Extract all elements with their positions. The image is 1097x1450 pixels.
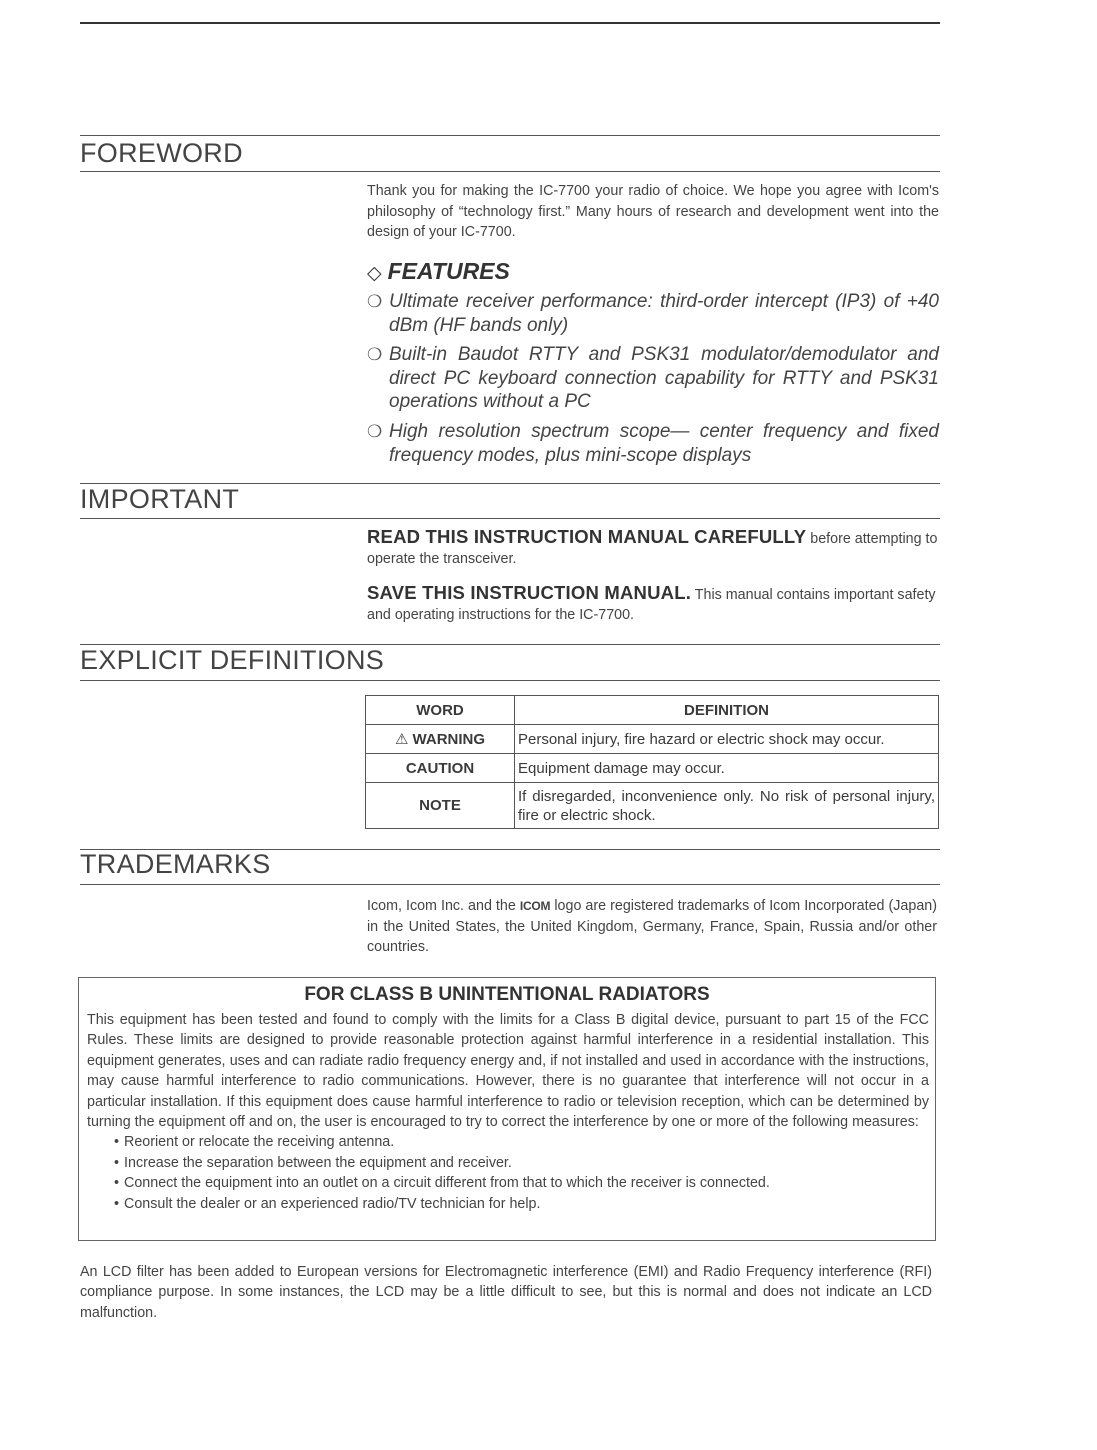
trademarks-heading: TRADEMARKS [80,849,271,879]
important-heading: IMPORTANT [80,484,240,514]
table-row [366,754,939,783]
feature-item [367,420,939,467]
important-save-paragraph [367,583,939,625]
definition-cell: Personal injury, fire hazard or electric shock may occur. [515,725,939,754]
fcc-text: This equipment has been tested and found to comply with the limits for a Class B digital device, pursuant to part 15 of the FCC Rules. These limits are designed to provide reasonable protection against harmful interference in a residential installation. This equipment generates, uses and can radiate radio frequency energy and, if not installed and used in accordance with the instructions, may cause harmful interference to radio communications. However, there is no guarantee that interference will not occur in a particular installation. If this equipment does cause harmful interference to radio or television reception, which can be determined by turning the equipment off and on, the user is encouraged to try to correct the interference by one or more of the following measures: [87,1012,929,1131]
circle-bullet-icon: ❍ [367,292,383,311]
important-save-lead: SAVE THIS INSTRUCTION MANUAL. [367,582,692,603]
lcd-filter-note: An LCD filter has been added to European versions for Electromagnetic interference (EMI) and Radio Frequency interference (RFI) compliance purpose. In some instances, the LCD may be a little difficult to see, but this is normal and does not indicate an LCD malfunction. [80,1264,932,1321]
trademarks-text [367,896,937,958]
diamond-icon: ◇ [367,263,382,284]
foreword-text: Thank you for making the IC-7700 your radio of choice. We hope you agree with Icom's philosophy of “technology first.” Many hours of research and development went into the design of your IC-7700. [367,183,939,240]
features-heading [367,258,510,285]
fcc-measures-list [87,1132,929,1214]
foreword-heading: FOREWORD [80,138,243,168]
feature-text: Ultimate receiver performance: third-order intercept (IP3) of +40 dBm (HF bands only) [389,291,939,336]
important-read-paragraph [367,527,939,569]
trademarks-rule-bottom [80,884,940,885]
definitions-heading: EXPLICIT DEFINITIONS [80,645,385,675]
fcc-title: FOR CLASS B UNINTENTIONAL RADIATORS [304,984,710,1005]
important-rule-bottom [80,518,940,519]
trademarks-text-before: Icom, Icom Inc. and the [367,898,520,914]
top-rule [80,22,940,24]
important-read-rest: before attempting to operate the transceiver. [367,531,938,567]
icom-logo: ICOM [519,899,551,913]
word-cell-warning: ⚠ WARNING [366,725,515,754]
trademarks-text-after: logo are registered trademarks of Icom Incorporated (Japan) in the United States, the United Kingdom, Germany, France, Spain, Russia and/or other countries. [367,898,937,955]
column-header-definition: DEFINITION [515,696,939,725]
fcc-notice-box [78,977,936,1241]
definitions-header-row [366,696,939,725]
feature-text: High resolution spectrum scope— center frequency and fixed frequency modes, plus mini-scope displays [389,421,939,466]
circle-bullet-icon: ❍ [367,345,383,364]
important-save-rest: This manual contains important safety and operating instructions for the IC-7700. [367,587,936,623]
definition-cell: Equipment damage may occur. [515,754,939,783]
definitions-rule-bottom [80,680,940,681]
word-cell-caution: CAUTION [366,754,515,783]
table-row [366,783,939,829]
feature-item [367,290,939,337]
list-item: • Connect the equipment into an outlet on a circuit different from that to which the receiver is connected. [114,1173,929,1193]
features-title-text: FEATURES [387,258,510,284]
column-header-word: WORD [366,696,515,725]
important-read-lead: READ THIS INSTRUCTION MANUAL CAREFULLY [367,526,807,547]
word-cell-note: NOTE [366,783,515,829]
foreword-rule-top [80,135,940,136]
list-item: • Consult the dealer or an experienced radio/TV technician for help. [114,1194,929,1214]
definitions-table [365,695,939,829]
fcc-body [87,1010,929,1214]
feature-item [367,343,939,414]
feature-text: Built-in Baudot RTTY and PSK31 modulator/demodulator and direct PC keyboard connection capability for RTTY and PSK31 operations without a PC [389,344,939,412]
foreword-rule-bottom [80,171,940,172]
circle-bullet-icon: ❍ [367,422,383,441]
table-row [366,725,939,754]
definition-cell: If disregarded, inconvenience only. No risk of personal injury, fire or electric shock. [515,783,939,829]
list-item: • Reorient or relocate the receiving antenna. [114,1132,929,1152]
list-item: • Increase the separation between the equipment and receiver. [114,1153,929,1173]
